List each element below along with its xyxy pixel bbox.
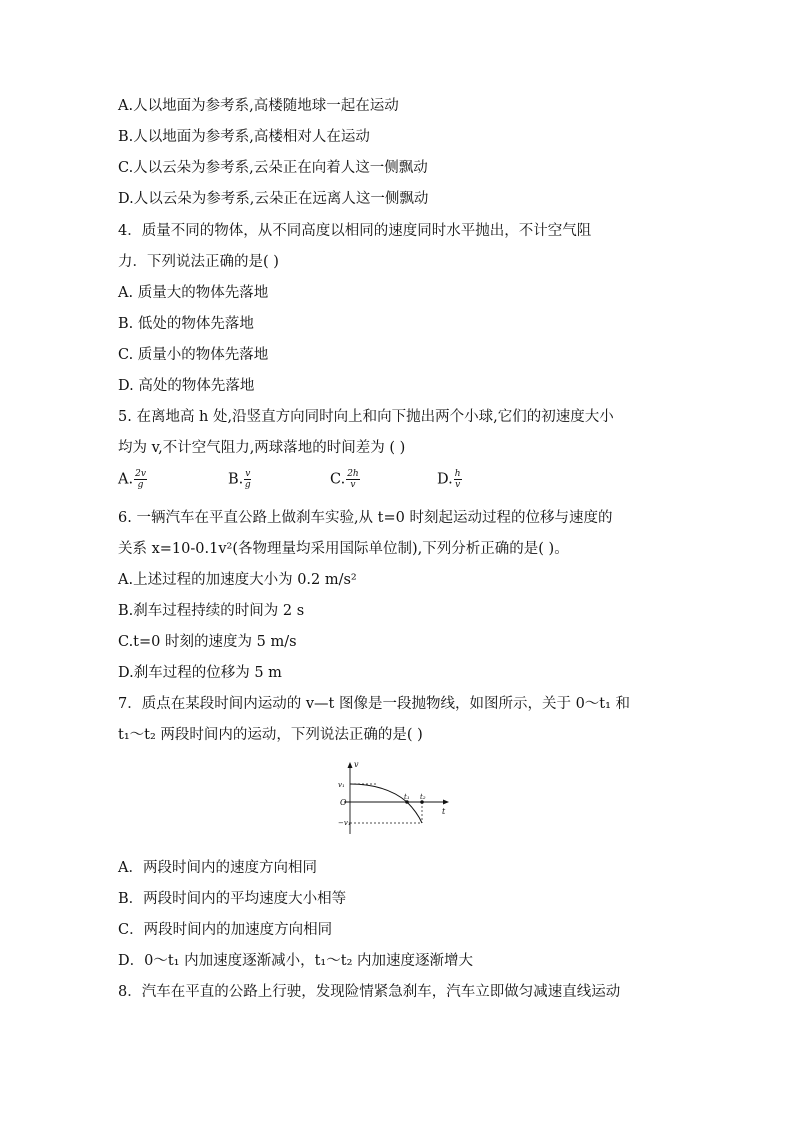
fraction [134, 469, 147, 490]
q4-option-a: A. 质量大的物体先落地 [118, 285, 269, 301]
fraction [244, 469, 251, 490]
neg-v1-label: −v₁ [338, 819, 351, 827]
q3-option-d: D.人以云朵为参考系,云朵正在远离人这一侧飘动 [118, 191, 429, 207]
q4-option-c: C. 质量小的物体先落地 [118, 347, 269, 363]
fraction [454, 469, 462, 490]
numerator: v [245, 469, 251, 479]
t-axis-label: t [442, 807, 446, 816]
v1-label: v₁ [338, 781, 345, 789]
q5-stem-line1: 5. 在离地高 h 处,沿竖直方向同时向上和向下抛出两个小球,它们的初速度大小 [118, 409, 614, 425]
q6-stem-line1: 6. 一辆汽车在平直公路上做刹车实验,从 t=0 时刻起运动过程的位移与速度的 [118, 510, 613, 526]
option-label: B. [228, 471, 244, 488]
q4-stem-line2: 力．下列说法正确的是( ) [118, 254, 279, 270]
t1-label: t₁ [404, 793, 410, 801]
q4-option-b: B. 低处的物体先落地 [118, 316, 254, 332]
fraction [346, 469, 360, 490]
v-axis-label: v [354, 760, 359, 769]
q5-option-a [118, 469, 147, 490]
option-label: C. [330, 471, 346, 488]
parabola-curve [350, 784, 422, 823]
q6-option-b: B.刹车过程持续的时间为 2 s [118, 603, 305, 619]
q7-option-b: B．两段时间内的平均速度大小相等 [118, 891, 347, 907]
option-label: D. [437, 471, 453, 488]
numerator: 2v [135, 469, 146, 479]
t2-label: t₂ [420, 793, 426, 801]
q6-stem-line2: 关系 x=10-0.1v²(各物理量均采用国际单位制),下列分析正确的是( )。 [118, 541, 569, 557]
q7-stem-line1: 7．质点在某段时间内运动的 v—t 图像是一段抛物线，如图所示，关于 0～t₁ 和 [118, 696, 631, 712]
t-axis-arrow [443, 800, 449, 805]
q5-stem-line2: 均为 v,不计空气阻力,两球落地的时间差为 ( ) [118, 440, 406, 456]
vt-graph [338, 758, 458, 838]
q6-option-c: C.t=0 时刻的速度为 5 m/s [118, 634, 297, 650]
q4-option-d: D. 高处的物体先落地 [118, 378, 255, 394]
denominator: g [137, 480, 144, 490]
q7-option-a: A．两段时间内的速度方向相同 [118, 860, 317, 876]
q5-option-c [330, 469, 360, 490]
denominator: v [455, 480, 461, 490]
q7-stem-line2: t₁～t₂ 两段时间内的运动，下列说法正确的是( ) [118, 727, 423, 743]
q3-option-c: C.人以云朵为参考系,云朵正在向着人这一侧飘动 [118, 160, 428, 176]
q3-option-b: B.人以地面为参考系,高楼相对人在运动 [118, 129, 370, 145]
q3-option-a: A.人以地面为参考系,高楼随地球一起在运动 [118, 98, 399, 114]
q4-stem-line1: 4．质量不同的物体，从不同高度以相同的速度同时水平抛出，不计空气阻 [118, 223, 592, 239]
denominator: v [350, 480, 356, 490]
option-label: A. [118, 471, 134, 488]
q6-option-d: D.刹车过程的位移为 5 m [118, 665, 282, 681]
origin-label: O [340, 798, 347, 807]
denominator: g [244, 480, 251, 490]
q7-option-d: D．0～t₁ 内加速度逐渐减小，t₁～t₂ 内加速度逐渐增大 [118, 953, 473, 969]
q5-option-d [437, 469, 462, 490]
q6-option-a: A.上述过程的加速度大小为 0.2 m/s² [118, 572, 357, 588]
q5-option-b [228, 469, 251, 490]
q8-stem-line1: 8．汽车在平直的公路上行驶，发现险情紧急刹车，汽车立即做匀减速直线运动 [118, 984, 621, 1000]
numerator: h [454, 469, 461, 479]
q7-option-c: C．两段时间内的加速度方向相同 [118, 922, 333, 938]
numerator: 2h [347, 469, 359, 479]
v-axis-arrow [348, 762, 353, 768]
